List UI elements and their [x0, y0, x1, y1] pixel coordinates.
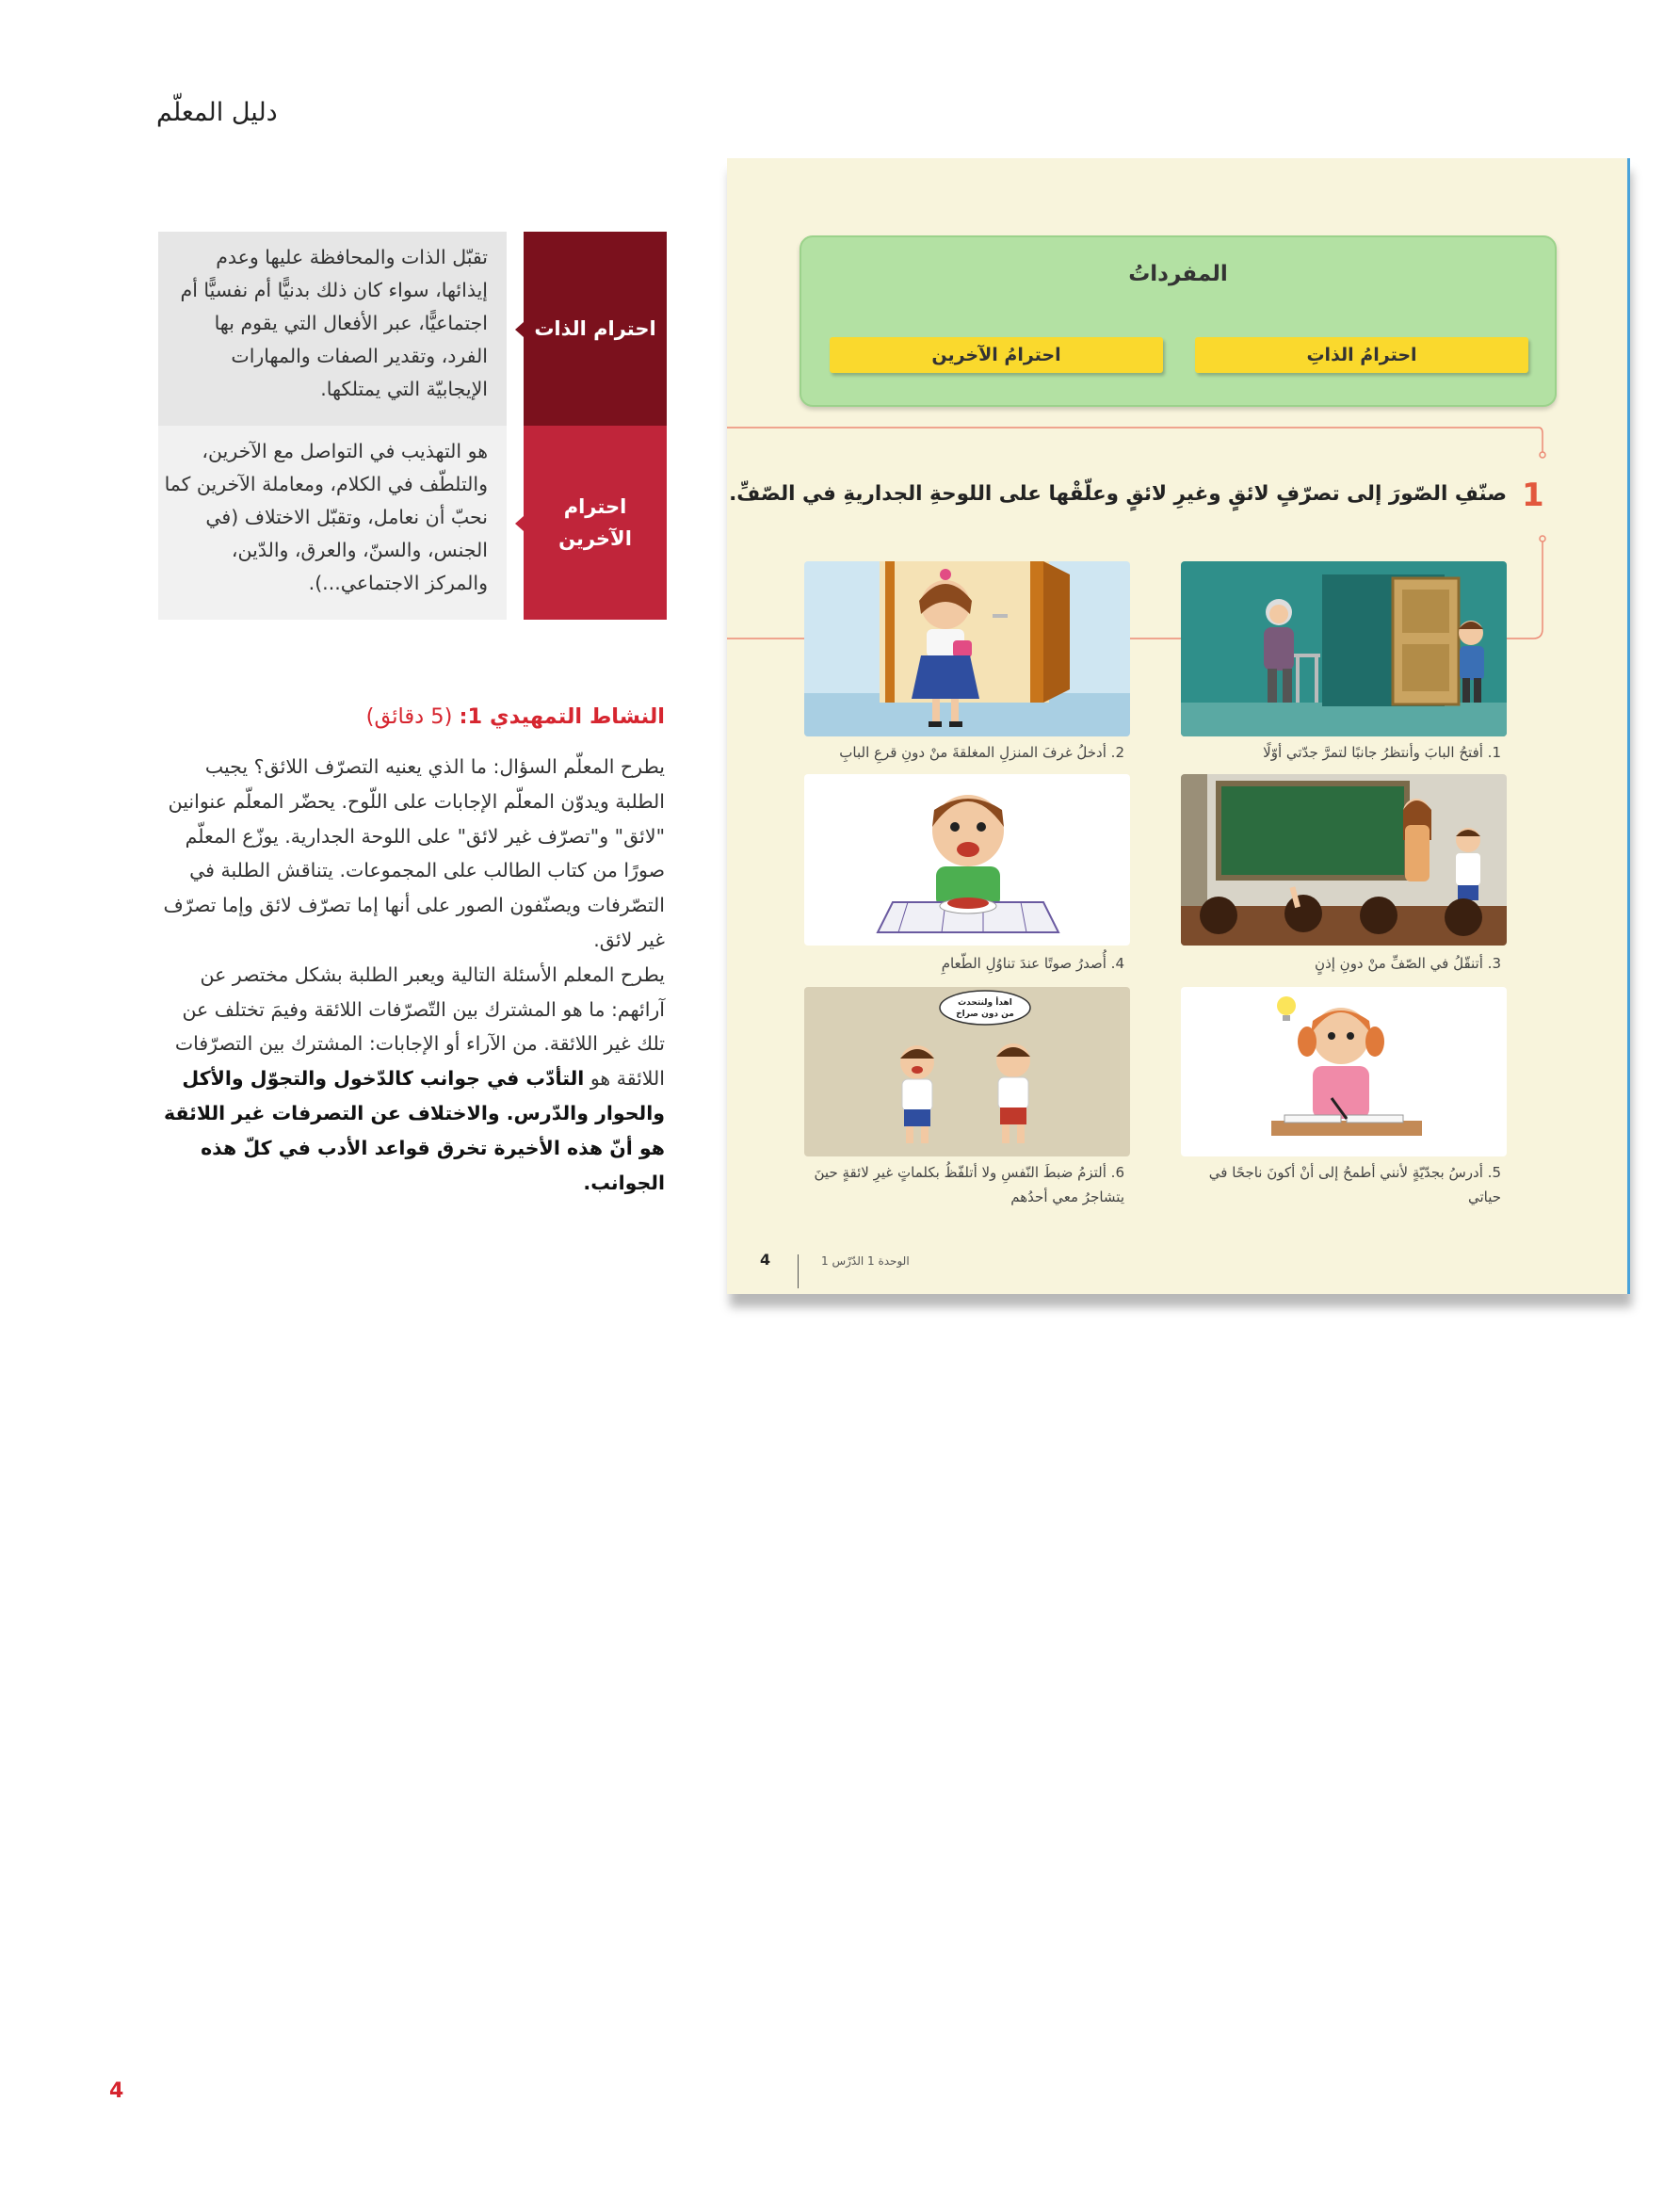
pointer-arrow-icon: [515, 516, 524, 531]
vocab-chip-self-respect: احترامُ الذاتِ: [1195, 337, 1528, 373]
book-page-edge: [1627, 158, 1630, 1294]
definitions-table: [158, 232, 667, 620]
activity-title-main: النشاط التمهيدي 1:: [459, 704, 665, 729]
vocabulary-title: المفرداتُ: [1128, 262, 1228, 286]
vocab-chip-respect-others: احترامُ الآخرين: [830, 337, 1163, 373]
guide-title: دليل المعلّم: [156, 98, 278, 127]
caption-4: 4. أُصدرُ صوتًا عندَ تناوُلِ الطّعامِ: [941, 955, 1124, 972]
definition-term: احترام الآخرين: [524, 426, 667, 620]
picture-boys-arguing: [804, 987, 1130, 1156]
activity-body: [156, 750, 665, 1200]
exercise-instruction: صنّفِ الصّورَ إلى تصرّفٍ لائقٍ وغيرِ لائقٍ وعلّقْها على اللوحةِ الجداريةِ في الصّفِّ.: [729, 482, 1507, 506]
caption-3: 3. أتنقّلُ في الصّفِّ منْ دونِ إذنٍ: [1315, 955, 1501, 972]
picture-girl-studying: [1181, 987, 1507, 1156]
page-number: 4: [109, 2079, 124, 2103]
book-page-number: 4: [760, 1251, 771, 1269]
picture-girl-door: [804, 561, 1130, 736]
definition-text: تقبّل الذات والمحافظة عليها وعدم إيذائها، سواء كان ذلك بدنيًّا أم نفسيًّا أم اجتماعيًّا، عبر الأفعال التي يقوم بها الفرد، وتقدير الصفات والمهارات الإيجابيّة التي يمتلكها.: [158, 232, 507, 426]
activity-title: [365, 704, 665, 729]
definition-term: احترام الذات: [524, 232, 667, 426]
pointer-arrow-icon: [515, 322, 524, 337]
caption-5: 5. أدرسُ بجدّيّةٍ لأنني أطمحُ إلى أنْ أكونَ ناجحًا في حياتي: [1208, 1164, 1501, 1205]
picture-grandmother-door: [1181, 561, 1507, 736]
picture-boy-eating: [804, 774, 1130, 946]
caption-2: 2. أدخلُ غرفَ المنزلِ المغلقةَ منْ دونِ قرعِ البابِ: [839, 744, 1124, 761]
picture-classroom: [1181, 774, 1507, 946]
definition-text: هو التهذيب في التواصل مع الآخرين، والتلطّف في الكلام، ومعاملة الآخرين كما نحبّ أن نعامل، وتقبّل الاختلاف (في الجنس، والسنّ، والعرق، والدّين، والمركز الاجتماعي...).: [158, 426, 507, 620]
activity-paragraph: [156, 958, 665, 1201]
activity-bold-text: التأدّب في جوانب كالدّخول والتجوّل والأكل والحوار والدّرس. والاختلاف عن التصرفات غير اللائقة هو أنّ هذه الأخيرة تخرق قواعد الأدب في كلّ هذه الجوانب.: [164, 1067, 665, 1194]
student-book-page: [727, 158, 1629, 1294]
activity-title-time: (5 دقائق): [365, 704, 453, 729]
speech-bubble-line-1: اهدأ ولنتحدث: [958, 998, 1012, 1008]
caption-6: 6. ألتزمُ ضبطَ النّفسِ ولا أتلفّظُ بكلماتٍ غيرِ لائقةٍ حينَ يتشاجرُ معي أحدُهم: [814, 1164, 1124, 1205]
activity-paragraph: يطرح المعلّم السؤال: ما الذي يعنيه التصرّف اللائق؟ يجيب الطلبة ويدوّن المعلّم الإجابات على اللّوح. يحضّر المعلّم عنوانين "لائق" و"تصرّف غير لائق" على اللوحة الجدارية. يوزّع المعلّم صورًا من كتاب الطالب على المجموعات. يتناقش الطلبة في التصّرفات ويصنّفون الصور على أنها إما تصرّف لائق وإما تصرّف غير لائق.: [163, 755, 665, 951]
book-unit-label: الوحدة 1 الدّرْس 1: [821, 1254, 910, 1268]
exercise-number: 1: [1522, 477, 1544, 514]
speech-bubble-line-2: من دون صراخ: [956, 1010, 1014, 1019]
vocabulary-box: [800, 235, 1557, 407]
definition-row-respect-others: [158, 426, 667, 620]
activity-text: يطرح المعلم الأسئلة التالية ويعبر الطلبة بشكل مختصر عن آرائهم: ما هو المشترك بين التّصرّفات اللائقة وفيمَ تختلف عن تلك غير اللائقة. من الآراء أو الإجابات: المشترك بين التصرّفات اللائقة هو: [174, 962, 665, 1091]
definition-row-self-respect: [158, 232, 667, 426]
caption-1: 1. أفتحُ البابَ وأنتظرُ جانبًا لتمرَّ جدّتي أوّلًا: [1263, 744, 1501, 761]
footer-separator: [798, 1254, 799, 1288]
